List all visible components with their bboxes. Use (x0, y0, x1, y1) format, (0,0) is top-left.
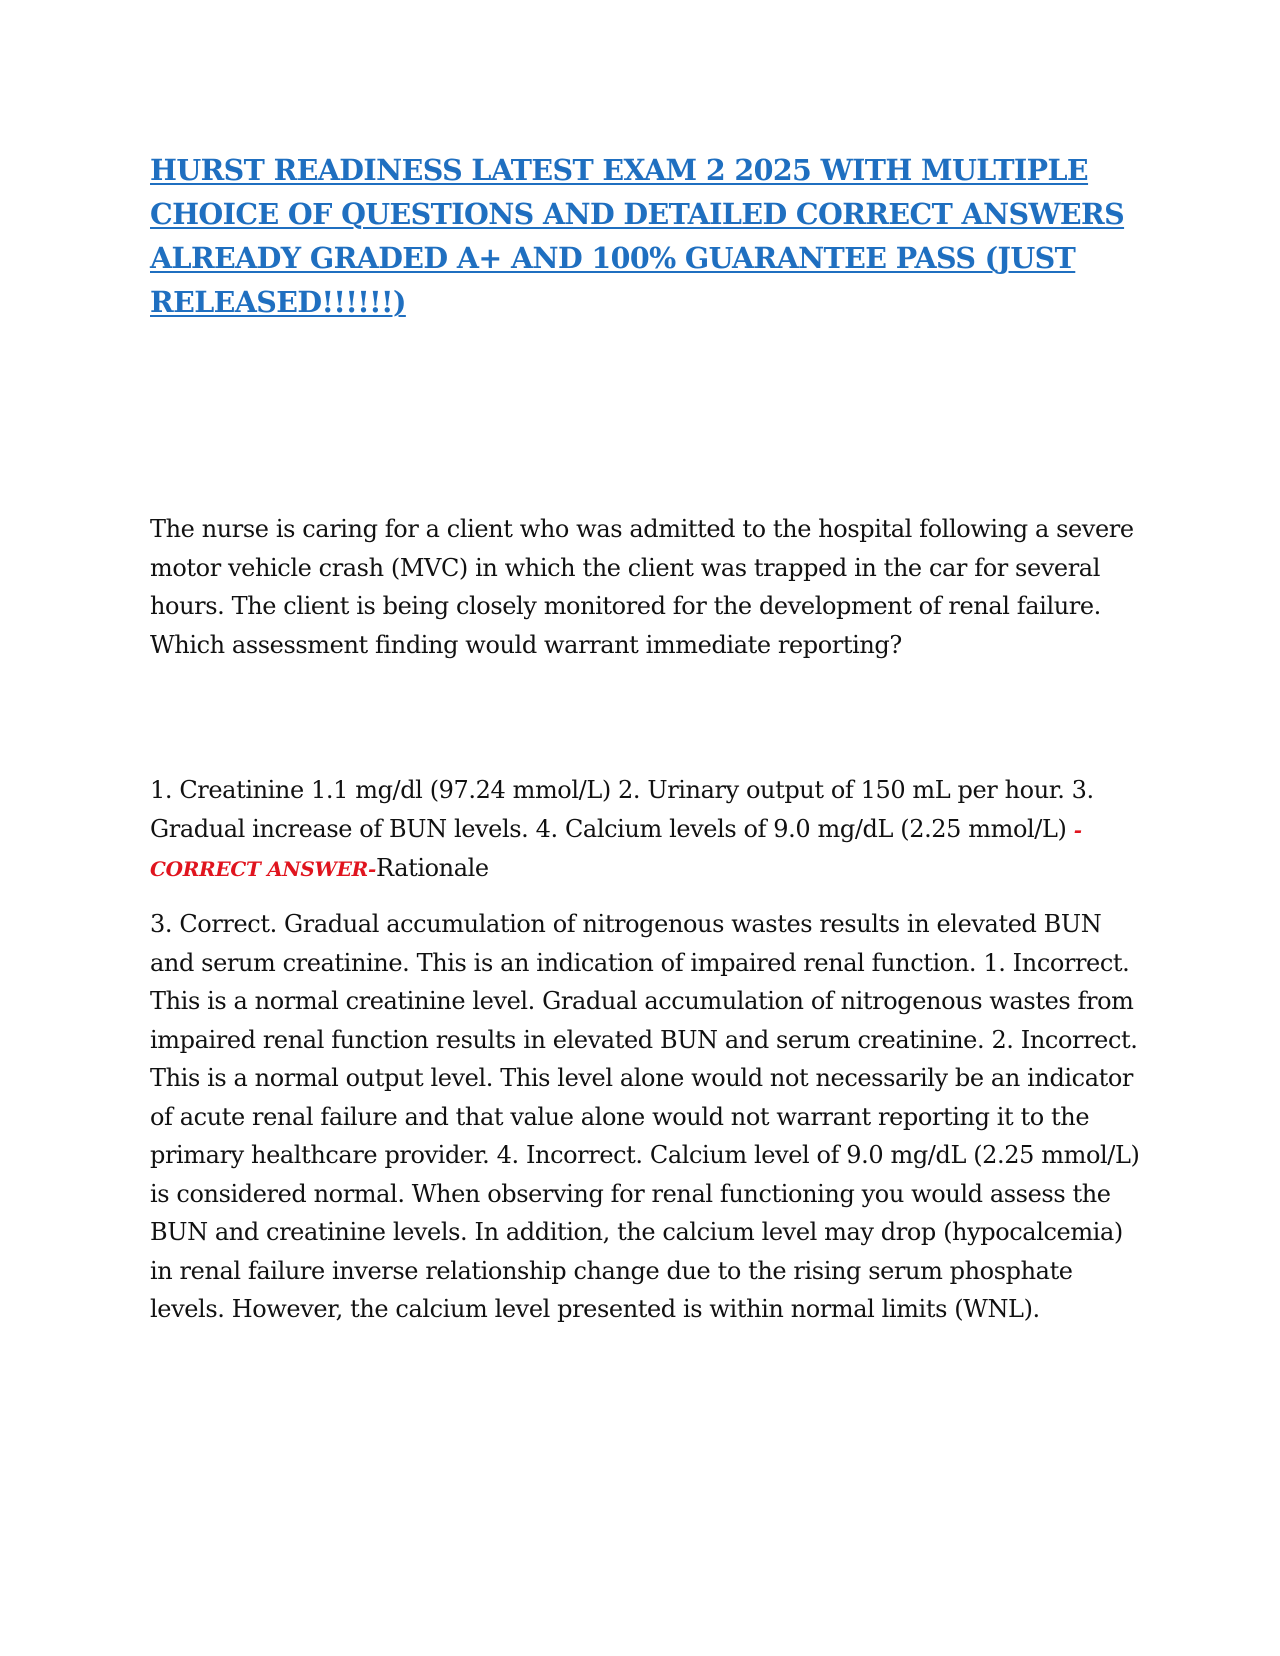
options-text: 1. Creatinine 1.1 mg/dl (97.24 mmol/L) 2. Urinary output of 150 mL per hour. 3. Gradual increase of BUN levels. 4. Calcium levels of 9.0 mg/dL (2.25 mmol/L) (150, 776, 1094, 843)
rationale-label: Rationale (375, 854, 489, 882)
answer-options (150, 771, 1140, 889)
question-text: The nurse is caring for a client who was admitted to the hospital following a severe motor vehicle crash (MVC) in which the client was trapped in the car for several hours. The client is being closely monitored for the development of renal failure. Which assessment finding would warrant immediate reporting? (150, 515, 1134, 659)
rationale-text: 3. Correct. Gradual accumulation of nitrogenous wastes results in elevated BUN and serum creatinine. This is an indication of impaired renal function. 1. Incorrect. This is a normal creatinine level. Gradual accumulation of nitrogenous wastes from impaired renal function results in elevated BUN and serum creatinine. 2. Incorrect. This is a normal output level. This level alone would not necessarily be an indicator of acute renal failure and that value alone would not warrant reporting it to the primary healthcare provider. 4. Incorrect. Calcium level of 9.0 mg/dL (2.25 mmol/L) is considered normal. When observing for renal functioning you would assess the BUN and creatinine levels. In addition, the calcium level may drop (hypocalcemia) in renal failure inverse relationship change due to the rising serum phosphate levels. However, the calcium level presented is within normal limits (WNL). (150, 910, 1140, 1323)
document-title-link[interactable]: HURST READINESS LATEST EXAM 2 2025 WITH MULTIPLE CHOICE OF QUESTIONS AND DETAILED CORRECT ANSWERS ALREADY GRADED A+ AND 100% GUARANTEE PASS (JUST RELEASED!!!!!!) (150, 153, 1125, 319)
correct-answer-label: - CORRECT ANSWER- (150, 817, 1082, 881)
